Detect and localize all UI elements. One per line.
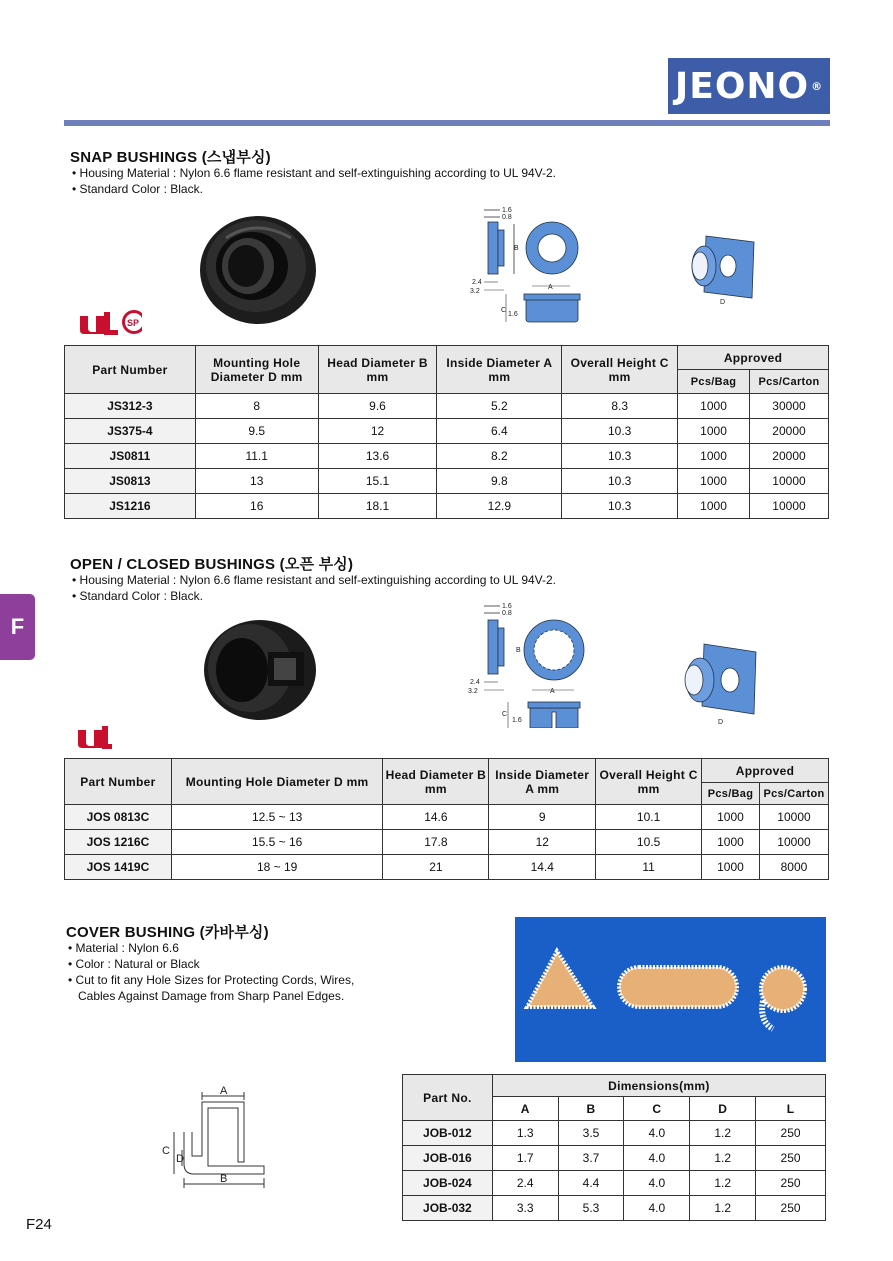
table-cell: 10.5: [596, 830, 702, 855]
table-row: [65, 830, 829, 855]
cover-bullet: • Color : Natural or Black: [68, 956, 354, 972]
table-cell: 250: [756, 1146, 826, 1171]
snap-dim-label: 0.8: [502, 214, 512, 221]
ul-cert-icon: [76, 724, 112, 750]
snap-table-body: [65, 394, 829, 519]
table-cell: 1000: [678, 494, 750, 519]
table-cell: 16: [195, 494, 318, 519]
table-cell: 1.2: [690, 1121, 756, 1146]
table-cell: 14.4: [489, 855, 596, 880]
table-cell: 3.5: [558, 1121, 624, 1146]
open-dimension-drawing: [468, 598, 592, 728]
table-cell: 10000: [749, 469, 828, 494]
snap-dim-label: C: [501, 307, 507, 314]
table-header: Part No.: [403, 1075, 493, 1121]
table-cell: 250: [756, 1121, 826, 1146]
snap-dim-label: 1.6: [508, 311, 518, 318]
table-cell: 10.3: [562, 444, 678, 469]
section-tab[interactable]: F: [0, 594, 35, 660]
ul-cert-icon: [78, 308, 142, 338]
open-dim-label: 1.6: [512, 717, 522, 724]
snap-bullet: • Standard Color : Black.: [72, 181, 556, 197]
table-header: Head Diameter B mm: [318, 346, 437, 394]
part-number-cell: JOS 0813C: [65, 805, 172, 830]
table-cell: 4.0: [624, 1196, 690, 1221]
snap-bullet: • Housing Material : Nylon 6.6 flame resistant and self-extinguishing according to UL 94V-2.: [72, 165, 556, 181]
table-cell: 11: [596, 855, 702, 880]
snap-bullets: [72, 165, 556, 197]
table-cell: 1.2: [690, 1171, 756, 1196]
table-cell: 15.1: [318, 469, 437, 494]
table-cell: 1000: [678, 444, 750, 469]
cover-dim-label: D: [176, 1153, 184, 1165]
part-number-cell: JS1216: [65, 494, 196, 519]
cover-table-body: [403, 1121, 826, 1221]
table-header: Part Number: [65, 346, 196, 394]
open-bullet: • Housing Material : Nylon 6.6 flame resistant and self-extinguishing according to UL 94V-2.: [72, 572, 556, 588]
cover-profile-drawing: [160, 1086, 280, 1190]
table-cell: 3.3: [492, 1196, 558, 1221]
table-cell: 8: [195, 394, 318, 419]
snap-dim-label: B: [514, 245, 519, 252]
part-number-cell: JOS 1216C: [65, 830, 172, 855]
table-cell: 1000: [678, 469, 750, 494]
table-row: [65, 855, 829, 880]
table-header: Dimensions(mm): [492, 1075, 825, 1097]
table-header: D: [690, 1097, 756, 1121]
brand-name: JEONO: [674, 65, 810, 107]
table-header: Inside Diameter A mm: [489, 759, 596, 805]
table-row: [65, 444, 829, 469]
open-title: OPEN / CLOSED BUSHINGS (오픈 부싱): [70, 556, 354, 573]
table-cell: 1000: [702, 805, 760, 830]
table-cell: 12: [318, 419, 437, 444]
table-cell: 4.4: [558, 1171, 624, 1196]
table-header: Mounting Hole Diameter D mm: [171, 759, 383, 805]
snap-installed-illustration: [684, 232, 760, 306]
table-cell: 10.3: [562, 419, 678, 444]
table-cell: 1000: [678, 419, 750, 444]
table-cell: 18.1: [318, 494, 437, 519]
table-cell: 8000: [759, 855, 828, 880]
table-header: Overall Height C mm: [596, 759, 702, 805]
table-row: [65, 805, 829, 830]
open-dim-label: 0.8: [502, 610, 512, 617]
table-cell: 13: [195, 469, 318, 494]
table-header: Overall Height C mm: [562, 346, 678, 394]
svg-text:SP: SP: [127, 318, 140, 328]
table-cell: 10.3: [562, 469, 678, 494]
cover-bushing-photo: [515, 917, 826, 1062]
table-header: Pcs/Bag: [678, 370, 750, 394]
open-dim-label: 3.2: [468, 688, 478, 695]
table-cell: 250: [756, 1171, 826, 1196]
open-installed-illustration: [678, 640, 762, 728]
cover-dim-label: C: [162, 1145, 170, 1157]
table-cell: 10.1: [596, 805, 702, 830]
table-cell: 9.8: [437, 469, 562, 494]
table-cell: 30000: [749, 394, 828, 419]
table-header: Approved: [678, 346, 829, 370]
table-header: Part Number: [65, 759, 172, 805]
table-cell: 8.2: [437, 444, 562, 469]
snap-dim-label: 1.6: [502, 207, 512, 214]
snap-dim-label: A: [548, 284, 553, 291]
table-cell: 10000: [759, 830, 828, 855]
table-header: L: [756, 1097, 826, 1121]
table-cell: 250: [756, 1196, 826, 1221]
table-cell: 2.4: [492, 1171, 558, 1196]
part-number-cell: JOB-032: [403, 1196, 493, 1221]
brand-reg-mark: ®: [811, 79, 824, 93]
table-cell: 20000: [749, 444, 828, 469]
open-table-body: [65, 805, 829, 880]
open-dim-label: D: [718, 719, 724, 726]
table-cell: 10.3: [562, 494, 678, 519]
table-cell: 10000: [759, 805, 828, 830]
cover-title: COVER BUSHING (카바부싱): [66, 924, 269, 941]
table-cell: 14.6: [383, 805, 489, 830]
table-cell: 4.0: [624, 1146, 690, 1171]
part-number-cell: JS0811: [65, 444, 196, 469]
table-header: Pcs/Carton: [759, 783, 828, 805]
cover-spec-table: [402, 1074, 826, 1221]
cover-bullets: [68, 940, 354, 1004]
cover-bullet: Cables Against Damage from Sharp Panel Edges.: [78, 989, 345, 1003]
table-header: Approved: [702, 759, 829, 783]
table-header: C: [624, 1097, 690, 1121]
table-row: [65, 394, 829, 419]
table-cell: 6.4: [437, 419, 562, 444]
table-cell: 1000: [702, 830, 760, 855]
brand-logo: [668, 58, 830, 114]
open-dim-label: B: [516, 647, 521, 654]
table-cell: 20000: [749, 419, 828, 444]
table-cell: 15.5 ~ 16: [171, 830, 383, 855]
table-cell: 1000: [678, 394, 750, 419]
part-number-cell: JS375-4: [65, 419, 196, 444]
part-number-cell: JS312-3: [65, 394, 196, 419]
snap-bushing-photo: [196, 208, 326, 324]
part-number-cell: JOB-016: [403, 1146, 493, 1171]
snap-dimension-drawing: [470, 202, 590, 330]
table-cell: 9.5: [195, 419, 318, 444]
cover-bullet: • Cut to fit any Hole Sizes for Protecting Cords, Wires,: [68, 972, 354, 988]
cover-bullet: • Material : Nylon 6.6: [68, 940, 354, 956]
table-cell: 11.1: [195, 444, 318, 469]
cover-dim-label: B: [220, 1173, 228, 1185]
table-cell: 9.6: [318, 394, 437, 419]
table-header: Pcs/Carton: [749, 370, 828, 394]
table-cell: 1000: [702, 855, 760, 880]
table-row: [65, 494, 829, 519]
open-bullet: • Standard Color : Black.: [72, 588, 556, 604]
table-cell: 18 ~ 19: [171, 855, 383, 880]
table-cell: 1.7: [492, 1146, 558, 1171]
open-dim-label: C: [502, 711, 508, 718]
table-cell: 9: [489, 805, 596, 830]
table-cell: 4.0: [624, 1121, 690, 1146]
table-cell: 3.7: [558, 1146, 624, 1171]
table-cell: 12.9: [437, 494, 562, 519]
snap-spec-table: [64, 345, 829, 519]
table-row: [403, 1196, 826, 1221]
table-header: A: [492, 1097, 558, 1121]
table-cell: 5.2: [437, 394, 562, 419]
table-cell: 5.3: [558, 1196, 624, 1221]
table-cell: 21: [383, 855, 489, 880]
table-cell: 1.2: [690, 1146, 756, 1171]
table-header: Mounting Hole Diameter D mm: [195, 346, 318, 394]
header-rule: [64, 120, 830, 126]
snap-dim-label: 3.2: [470, 288, 480, 295]
table-cell: 10000: [749, 494, 828, 519]
table-row: [65, 419, 829, 444]
table-row: [403, 1146, 826, 1171]
table-row: [403, 1121, 826, 1146]
table-header: Inside Diameter A mm: [437, 346, 562, 394]
part-number-cell: JOS 1419C: [65, 855, 172, 880]
table-cell: 1.3: [492, 1121, 558, 1146]
table-header: Pcs/Bag: [702, 783, 760, 805]
open-dim-label: A: [550, 688, 555, 695]
table-cell: 1.2: [690, 1196, 756, 1221]
snap-dim-label: D: [720, 299, 726, 306]
cover-dim-label: A: [220, 1086, 228, 1097]
snap-title: SNAP BUSHINGS (스냅부싱): [70, 149, 271, 166]
part-number-cell: JS0813: [65, 469, 196, 494]
part-number-cell: JOB-012: [403, 1121, 493, 1146]
table-cell: 12.5 ~ 13: [171, 805, 383, 830]
open-dim-label: 1.6: [502, 603, 512, 610]
table-row: [65, 469, 829, 494]
table-row: [403, 1171, 826, 1196]
open-dim-label: 2.4: [470, 679, 480, 686]
page-number: F24: [26, 1216, 52, 1233]
snap-dim-label: 2.4: [472, 279, 482, 286]
open-spec-table: [64, 758, 829, 880]
table-header: Head Diameter B mm: [383, 759, 489, 805]
table-header: B: [558, 1097, 624, 1121]
open-bushing-photo: [198, 614, 322, 724]
table-cell: 12: [489, 830, 596, 855]
table-cell: 17.8: [383, 830, 489, 855]
table-cell: 8.3: [562, 394, 678, 419]
part-number-cell: JOB-024: [403, 1171, 493, 1196]
table-cell: 4.0: [624, 1171, 690, 1196]
table-cell: 13.6: [318, 444, 437, 469]
